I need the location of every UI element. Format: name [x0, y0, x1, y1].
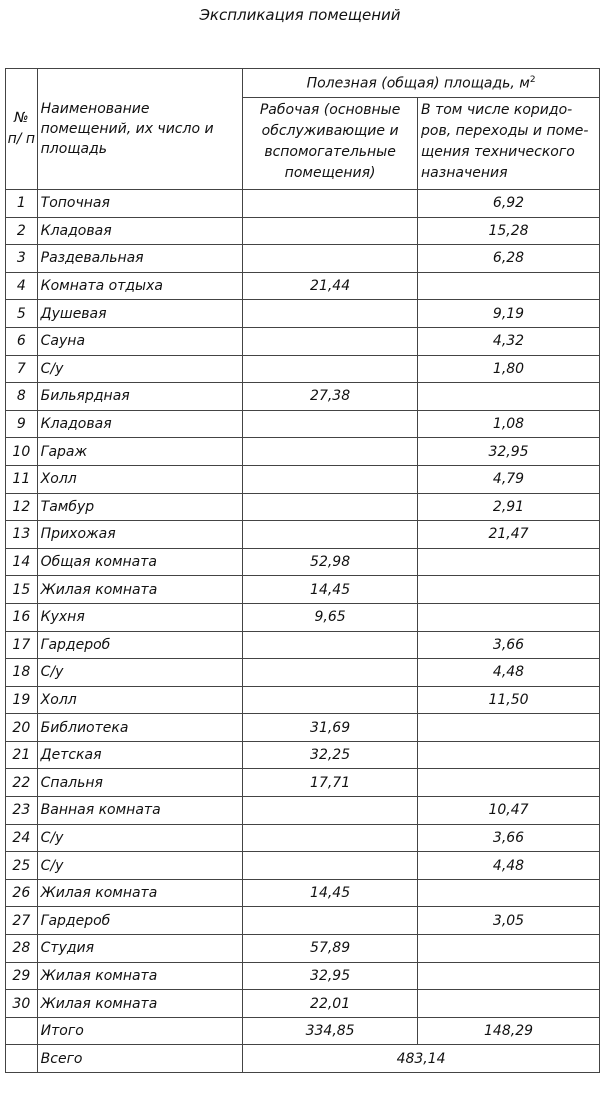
row-work-area: 57,89: [243, 935, 418, 963]
row-tech-area: 11,50: [418, 686, 600, 714]
row-work-area: 22,01: [243, 990, 418, 1018]
row-num: 9: [6, 410, 38, 438]
table-row: [6, 741, 600, 769]
row-work-area: [243, 824, 418, 852]
row-tech-area: [418, 879, 600, 907]
row-name: Тамбур: [37, 493, 243, 521]
row-work-area: [243, 493, 418, 521]
vsego-label: Всего: [37, 1045, 243, 1073]
row-name: Ванная комната: [37, 797, 243, 825]
row-work-area: [243, 410, 418, 438]
row-work-area: [243, 907, 418, 935]
row-work-area: [243, 659, 418, 687]
itogo-tech-value: 148,29: [418, 1017, 600, 1045]
row-name: Гардероб: [37, 631, 243, 659]
row-tech-area: 15,28: [418, 217, 600, 245]
row-tech-area: 4,79: [418, 465, 600, 493]
row-name: Библиотека: [37, 714, 243, 742]
table-row: [6, 493, 600, 521]
row-work-area: [243, 355, 418, 383]
row-name: Жилая комната: [37, 879, 243, 907]
row-tech-area: 3,05: [418, 907, 600, 935]
row-tech-area: [418, 935, 600, 963]
row-name: Гараж: [37, 438, 243, 466]
itogo-label: Итого: [37, 1017, 243, 1045]
row-work-area: [243, 438, 418, 466]
row-num: 30: [6, 990, 38, 1018]
row-num: 7: [6, 355, 38, 383]
row-tech-area: 21,47: [418, 521, 600, 549]
row-work-area: [243, 686, 418, 714]
header-name: Наименование помещений, их число и площадь: [37, 69, 243, 190]
row-work-area: [243, 327, 418, 355]
table-row: [6, 190, 600, 218]
table-row: [6, 603, 600, 631]
table-row: [6, 245, 600, 273]
vsego-row: [6, 1045, 600, 1073]
row-work-area: [243, 631, 418, 659]
row-name: Комната отдыха: [37, 272, 243, 300]
table-row: [6, 272, 600, 300]
row-work-area: [243, 852, 418, 880]
row-work-area: 17,71: [243, 769, 418, 797]
row-work-area: [243, 245, 418, 273]
row-work-area: [243, 190, 418, 218]
rooms-table: [5, 68, 600, 1073]
row-num: 18: [6, 659, 38, 687]
row-tech-area: 6,92: [418, 190, 600, 218]
row-tech-area: [418, 383, 600, 411]
table-body: [6, 190, 600, 1018]
table-row: [6, 465, 600, 493]
row-tech-area: 3,66: [418, 824, 600, 852]
row-work-area: [243, 465, 418, 493]
row-num: 21: [6, 741, 38, 769]
row-num: 22: [6, 769, 38, 797]
row-work-area: 31,69: [243, 714, 418, 742]
row-work-area: [243, 797, 418, 825]
row-name: Спальня: [37, 769, 243, 797]
row-work-area: [243, 217, 418, 245]
row-num: 10: [6, 438, 38, 466]
row-tech-area: [418, 962, 600, 990]
table-row: [6, 714, 600, 742]
table-row: [6, 879, 600, 907]
row-num: 26: [6, 879, 38, 907]
row-num: 11: [6, 465, 38, 493]
table-row: [6, 521, 600, 549]
row-name: Топочная: [37, 190, 243, 218]
row-name: Холл: [37, 686, 243, 714]
row-num: 8: [6, 383, 38, 411]
row-work-area: [243, 300, 418, 328]
header-row: [6, 69, 600, 98]
row-name: Душевая: [37, 300, 243, 328]
row-work-area: 14,45: [243, 879, 418, 907]
row-work-area: 32,25: [243, 741, 418, 769]
row-tech-area: 10,47: [418, 797, 600, 825]
row-num: 4: [6, 272, 38, 300]
row-name: Кладовая: [37, 410, 243, 438]
row-num: 29: [6, 962, 38, 990]
header-area-group: [243, 69, 600, 98]
table-row: [6, 852, 600, 880]
row-num: 15: [6, 576, 38, 604]
table-row: [6, 327, 600, 355]
row-tech-area: [418, 769, 600, 797]
row-name: С/у: [37, 824, 243, 852]
row-name: Общая комната: [37, 548, 243, 576]
table-row: [6, 797, 600, 825]
row-tech-area: [418, 272, 600, 300]
row-name: Прихожая: [37, 521, 243, 549]
row-work-area: [243, 521, 418, 549]
row-tech-area: 32,95: [418, 438, 600, 466]
row-tech-area: 4,48: [418, 852, 600, 880]
row-num: 13: [6, 521, 38, 549]
table-row: [6, 990, 600, 1018]
table-row: [6, 824, 600, 852]
table-row: [6, 548, 600, 576]
row-name: С/у: [37, 355, 243, 383]
row-name: Кухня: [37, 603, 243, 631]
row-name: Жилая комната: [37, 576, 243, 604]
row-tech-area: 1,08: [418, 410, 600, 438]
row-num: 17: [6, 631, 38, 659]
row-num: 27: [6, 907, 38, 935]
row-num: 16: [6, 603, 38, 631]
row-num: 12: [6, 493, 38, 521]
row-name: С/у: [37, 852, 243, 880]
row-name: Жилая комната: [37, 990, 243, 1018]
row-num: 14: [6, 548, 38, 576]
row-tech-area: [418, 548, 600, 576]
row-num: 2: [6, 217, 38, 245]
row-name: Жилая комната: [37, 962, 243, 990]
header-work: Рабочая (основные обслуживающие и вспомогательные помещения): [243, 98, 418, 190]
table-row: [6, 686, 600, 714]
table-row: [6, 438, 600, 466]
row-tech-area: 3,66: [418, 631, 600, 659]
itogo-num-cell: [6, 1017, 38, 1045]
row-num: 28: [6, 935, 38, 963]
table-row: [6, 300, 600, 328]
row-num: 23: [6, 797, 38, 825]
row-work-area: 27,38: [243, 383, 418, 411]
row-num: 19: [6, 686, 38, 714]
row-num: 24: [6, 824, 38, 852]
row-num: 3: [6, 245, 38, 273]
itogo-work-value: 334,85: [243, 1017, 418, 1045]
row-name: Гардероб: [37, 907, 243, 935]
row-num: 6: [6, 327, 38, 355]
row-num: 20: [6, 714, 38, 742]
row-work-area: 32,95: [243, 962, 418, 990]
row-name: С/у: [37, 659, 243, 687]
document-title: Экспликация помещений: [199, 6, 401, 24]
row-tech-area: 9,19: [418, 300, 600, 328]
row-tech-area: 6,28: [418, 245, 600, 273]
row-work-area: 52,98: [243, 548, 418, 576]
header-tech: В том числе коридо-ров, переходы и поме-щения технического назначения: [418, 98, 600, 190]
row-num: 25: [6, 852, 38, 880]
table-row: [6, 659, 600, 687]
header-num: № п/ п: [6, 69, 38, 190]
itogo-row: [6, 1017, 600, 1045]
table-row: [6, 907, 600, 935]
row-num: 1: [6, 190, 38, 218]
row-work-area: 14,45: [243, 576, 418, 604]
row-tech-area: 4,48: [418, 659, 600, 687]
row-tech-area: [418, 603, 600, 631]
table-row: [6, 769, 600, 797]
row-num: 5: [6, 300, 38, 328]
row-name: Детская: [37, 741, 243, 769]
row-tech-area: [418, 714, 600, 742]
row-tech-area: [418, 576, 600, 604]
header-area-unit-sup: 2: [529, 74, 536, 85]
table-row: [6, 410, 600, 438]
table-row: [6, 355, 600, 383]
header-area-label: Полезная (общая) площадь, м: [306, 75, 530, 92]
table-row: [6, 935, 600, 963]
table-row: [6, 383, 600, 411]
row-name: Сауна: [37, 327, 243, 355]
row-work-area: 21,44: [243, 272, 418, 300]
row-tech-area: 1,80: [418, 355, 600, 383]
table-row: [6, 962, 600, 990]
row-tech-area: [418, 990, 600, 1018]
table-row: [6, 631, 600, 659]
vsego-num-cell: [6, 1045, 38, 1073]
table-row: [6, 576, 600, 604]
row-name: Бильярдная: [37, 383, 243, 411]
row-name: Холл: [37, 465, 243, 493]
row-work-area: 9,65: [243, 603, 418, 631]
vsego-value: 483,14: [243, 1045, 600, 1073]
row-name: Раздевальная: [37, 245, 243, 273]
row-name: Студия: [37, 935, 243, 963]
row-tech-area: 4,32: [418, 327, 600, 355]
row-tech-area: [418, 741, 600, 769]
row-name: Кладовая: [37, 217, 243, 245]
table-row: [6, 217, 600, 245]
row-tech-area: 2,91: [418, 493, 600, 521]
